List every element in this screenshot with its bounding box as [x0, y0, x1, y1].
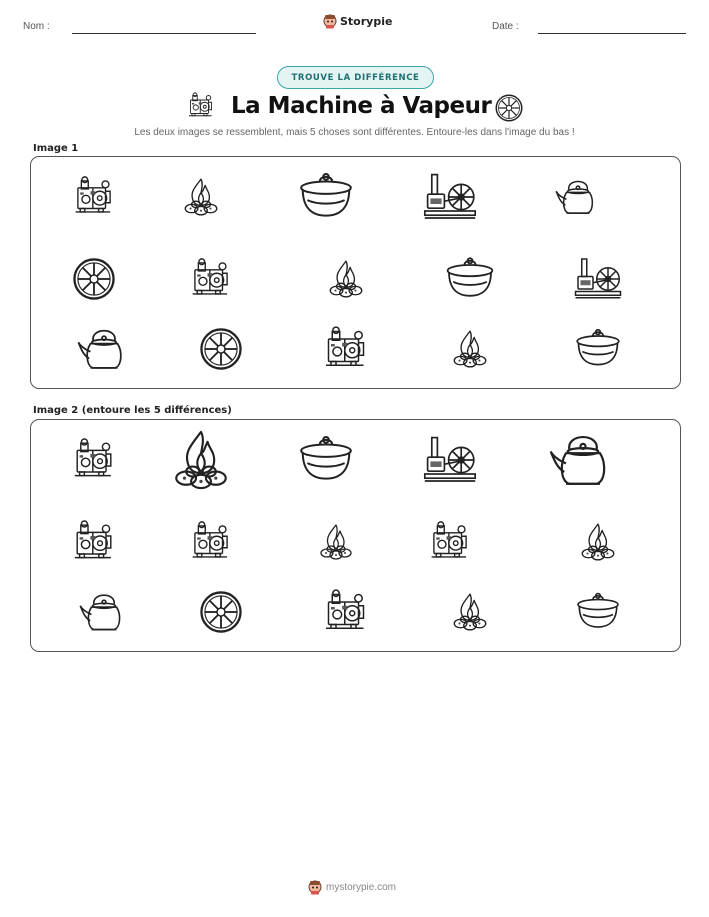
- brand-logo: [323, 14, 392, 29]
- footer-site: mystorypie.com: [326, 882, 397, 893]
- pot-icon: [295, 166, 357, 228]
- steam-machine-icon: [422, 169, 478, 225]
- steam-engine-icon[interactable]: [188, 519, 234, 565]
- campfire-icon: [180, 176, 222, 218]
- steam-engine-icon: [321, 324, 371, 374]
- title-steam-engine-icon: [186, 91, 216, 121]
- campfire-icon[interactable]: [168, 427, 234, 493]
- campfire-icon[interactable]: [316, 522, 356, 562]
- campfire-icon[interactable]: [577, 521, 619, 563]
- kettle-icon: [555, 174, 601, 220]
- campfire-icon: [449, 328, 491, 370]
- footer: [308, 880, 396, 895]
- pot-icon[interactable]: [295, 429, 357, 491]
- wheel-icon: [198, 326, 244, 372]
- pot-icon: [572, 323, 624, 375]
- page-title: La Machine à Vapeur: [231, 93, 492, 119]
- wheel-icon: [71, 256, 117, 302]
- steam-engine-icon[interactable]: [70, 436, 118, 484]
- storypie-mascot-icon: [323, 14, 337, 29]
- name-line[interactable]: [72, 33, 256, 34]
- steam-machine-icon[interactable]: [422, 432, 478, 488]
- pot-icon[interactable]: [573, 587, 623, 637]
- name-label: Nom :: [23, 21, 50, 32]
- image1-panel: [30, 156, 681, 389]
- date-line[interactable]: [538, 33, 686, 34]
- image2-panel[interactable]: [30, 419, 681, 652]
- brand-name: Storypie: [340, 15, 393, 28]
- pot-icon: [442, 251, 498, 307]
- kettle-icon[interactable]: [549, 426, 617, 494]
- worksheet-type-badge: TROUVE LA DIFFÉRENCE: [277, 66, 434, 89]
- kettle-icon[interactable]: [79, 587, 129, 637]
- steam-engine-icon[interactable]: [321, 587, 371, 637]
- wheel-icon[interactable]: [198, 589, 244, 635]
- campfire-icon[interactable]: [449, 591, 491, 633]
- image1-label: Image 1: [33, 143, 79, 154]
- storypie-mascot-icon: [308, 880, 322, 895]
- steam-machine-icon: [573, 254, 623, 304]
- campfire-icon: [325, 258, 367, 300]
- instructions: Les deux images se ressemblent, mais 5 choses sont différentes. Entoure-les dans l'image du bas !: [134, 127, 575, 138]
- date-label: Date :: [492, 21, 519, 32]
- title-wheel-icon: [494, 93, 524, 123]
- steam-engine-icon: [71, 174, 117, 220]
- steam-engine-icon[interactable]: [70, 518, 118, 566]
- image2-label: Image 2 (entoure les 5 différences): [33, 405, 232, 416]
- steam-engine-icon: [188, 256, 234, 302]
- kettle-icon: [77, 322, 131, 376]
- steam-engine-icon[interactable]: [427, 519, 473, 565]
